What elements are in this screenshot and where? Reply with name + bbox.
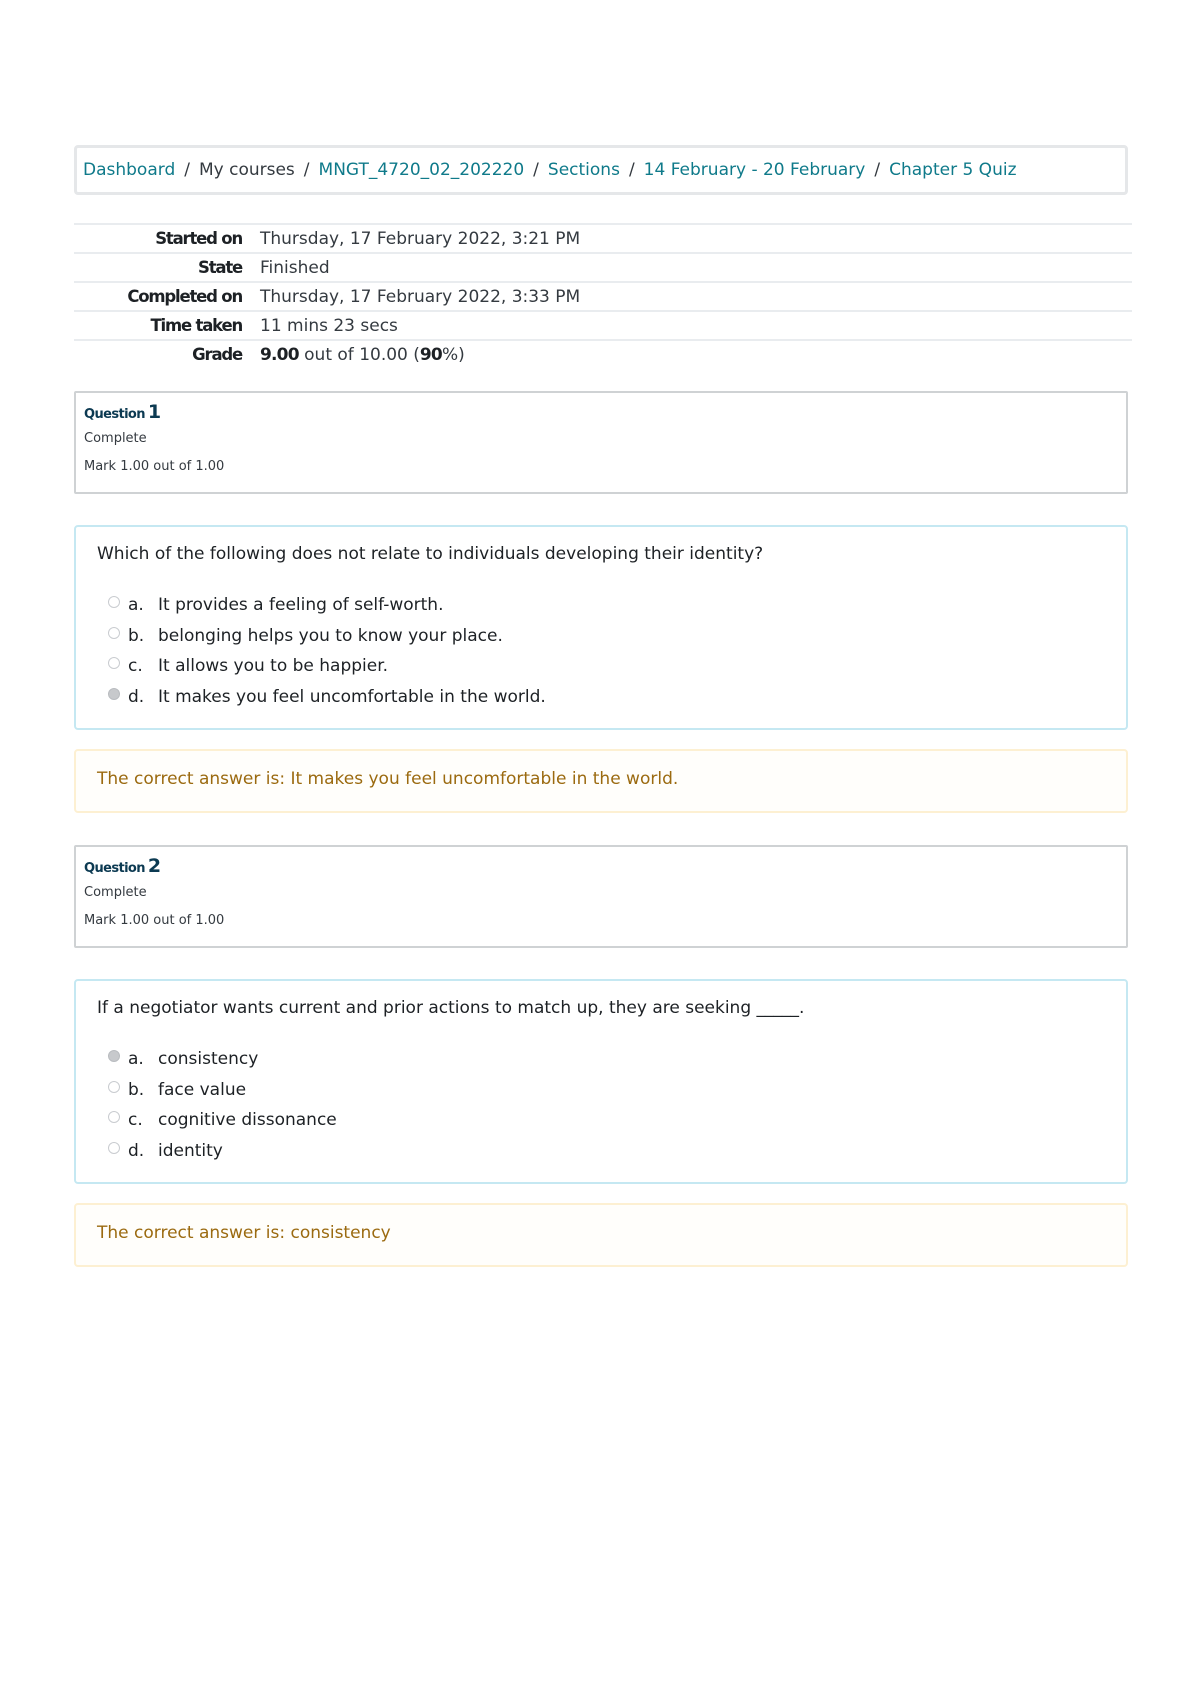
summary-row-completed <box>74 281 1132 310</box>
question-label: Question <box>84 861 145 876</box>
question-grade: Mark 1.00 out of 1.00 <box>84 913 225 928</box>
summary-value: 11 mins 23 secs <box>260 315 398 336</box>
summary-value: Thursday, 17 February 2022, 3:21 PM <box>260 228 581 249</box>
summary-row-time <box>74 310 1132 339</box>
breadcrumb-separator: / <box>874 160 881 180</box>
breadcrumb-separator: / <box>628 160 635 180</box>
summary-row-started <box>74 223 1132 252</box>
question-label: Question <box>84 407 145 422</box>
answer-text: It allows you to be happier. <box>158 656 389 677</box>
breadcrumb-separator: / <box>303 160 310 180</box>
answer-option[interactable] <box>108 1136 337 1167</box>
question-state: Complete <box>84 885 147 900</box>
answer-letter: d. <box>128 686 145 707</box>
question-heading <box>84 855 1126 877</box>
radio-button[interactable] <box>108 596 120 608</box>
answer-letter: a. <box>128 1049 144 1070</box>
question-text: If a negotiator wants current and prior actions to match up, they are seeking _____. <box>97 998 805 1018</box>
answer-text: identity <box>158 1140 223 1161</box>
correct-answer-feedback <box>74 749 1128 813</box>
radio-button[interactable] <box>108 657 120 669</box>
grade-score: 9.00 <box>260 344 299 365</box>
breadcrumb-separator: / <box>184 160 190 180</box>
breadcrumb-sections-link[interactable]: Sections <box>547 160 620 180</box>
answer-option[interactable] <box>108 1044 337 1075</box>
answer-option[interactable] <box>108 1075 337 1106</box>
answer-letter: c. <box>128 656 143 677</box>
answer-letter: b. <box>128 625 145 646</box>
answer-text: belonging helps you to know your place. <box>158 625 503 646</box>
answer-letter: d. <box>128 1140 145 1161</box>
question-number: 2 <box>147 855 161 877</box>
question-text: Which of the following does not relate to individuals developing their identity? <box>97 544 764 564</box>
breadcrumb-week-link[interactable]: 14 February - 20 February <box>643 160 866 180</box>
radio-button[interactable] <box>108 1081 120 1093</box>
radio-button-selected[interactable] <box>108 688 120 700</box>
breadcrumb-dashboard-link[interactable]: Dashboard <box>83 160 176 180</box>
question-info-box <box>74 845 1128 948</box>
summary-row-grade <box>74 339 1132 368</box>
answer-option[interactable] <box>108 621 546 652</box>
answer-option[interactable] <box>108 682 546 713</box>
breadcrumb-course-link[interactable]: MNGT_4720_02_202220 <box>318 160 525 180</box>
question-grade: Mark 1.00 out of 1.00 <box>84 459 225 474</box>
attempt-summary-table <box>74 223 1132 368</box>
answer-text: cognitive dissonance <box>158 1110 337 1131</box>
answer-option[interactable] <box>108 1105 337 1136</box>
question-number: 1 <box>147 401 161 423</box>
question-heading <box>84 401 1126 423</box>
breadcrumb-separator: / <box>533 160 539 180</box>
answer-text: consistency <box>158 1049 259 1070</box>
answer-option[interactable] <box>108 590 546 621</box>
grade-outof: out of 10.00 ( <box>298 344 420 365</box>
grade-value <box>242 345 465 365</box>
breadcrumb-my-courses: My courses <box>198 160 295 180</box>
answer-list <box>108 590 546 712</box>
answer-letter: b. <box>128 1079 145 1100</box>
radio-button-selected[interactable] <box>108 1050 120 1062</box>
answer-letter: c. <box>128 1110 143 1131</box>
question-info-box <box>74 391 1128 494</box>
question-content-box <box>74 979 1128 1184</box>
grade-suffix: %) <box>441 344 465 365</box>
breadcrumb-quiz-link[interactable]: Chapter 5 Quiz <box>889 160 1017 180</box>
feedback-text: The correct answer is: It makes you feel uncomfortable in the world. <box>97 769 679 789</box>
radio-button[interactable] <box>108 627 120 639</box>
breadcrumb <box>74 145 1128 195</box>
summary-label: Completed on <box>127 287 242 306</box>
summary-value: Thursday, 17 February 2022, 3:33 PM <box>260 286 581 307</box>
answer-text: It provides a feeling of self-worth. <box>158 595 444 616</box>
correct-answer-feedback <box>74 1203 1128 1267</box>
feedback-text: The correct answer is: consistency <box>97 1223 391 1243</box>
question-content-box <box>74 525 1128 730</box>
summary-row-state <box>74 252 1132 281</box>
answer-option[interactable] <box>108 651 546 682</box>
radio-button[interactable] <box>108 1111 120 1123</box>
grade-percent: 90 <box>419 344 442 365</box>
answer-letter: a. <box>128 595 144 616</box>
radio-button[interactable] <box>108 1142 120 1154</box>
answer-list <box>108 1044 337 1166</box>
summary-label: State <box>198 258 242 277</box>
summary-label: Grade <box>192 345 242 364</box>
summary-label: Time taken <box>150 316 242 335</box>
answer-text: face value <box>158 1079 247 1100</box>
question-state: Complete <box>84 431 147 446</box>
summary-value: Finished <box>260 257 330 278</box>
answer-text: It makes you feel uncomfortable in the world. <box>158 686 546 707</box>
summary-label: Started on <box>155 229 242 248</box>
